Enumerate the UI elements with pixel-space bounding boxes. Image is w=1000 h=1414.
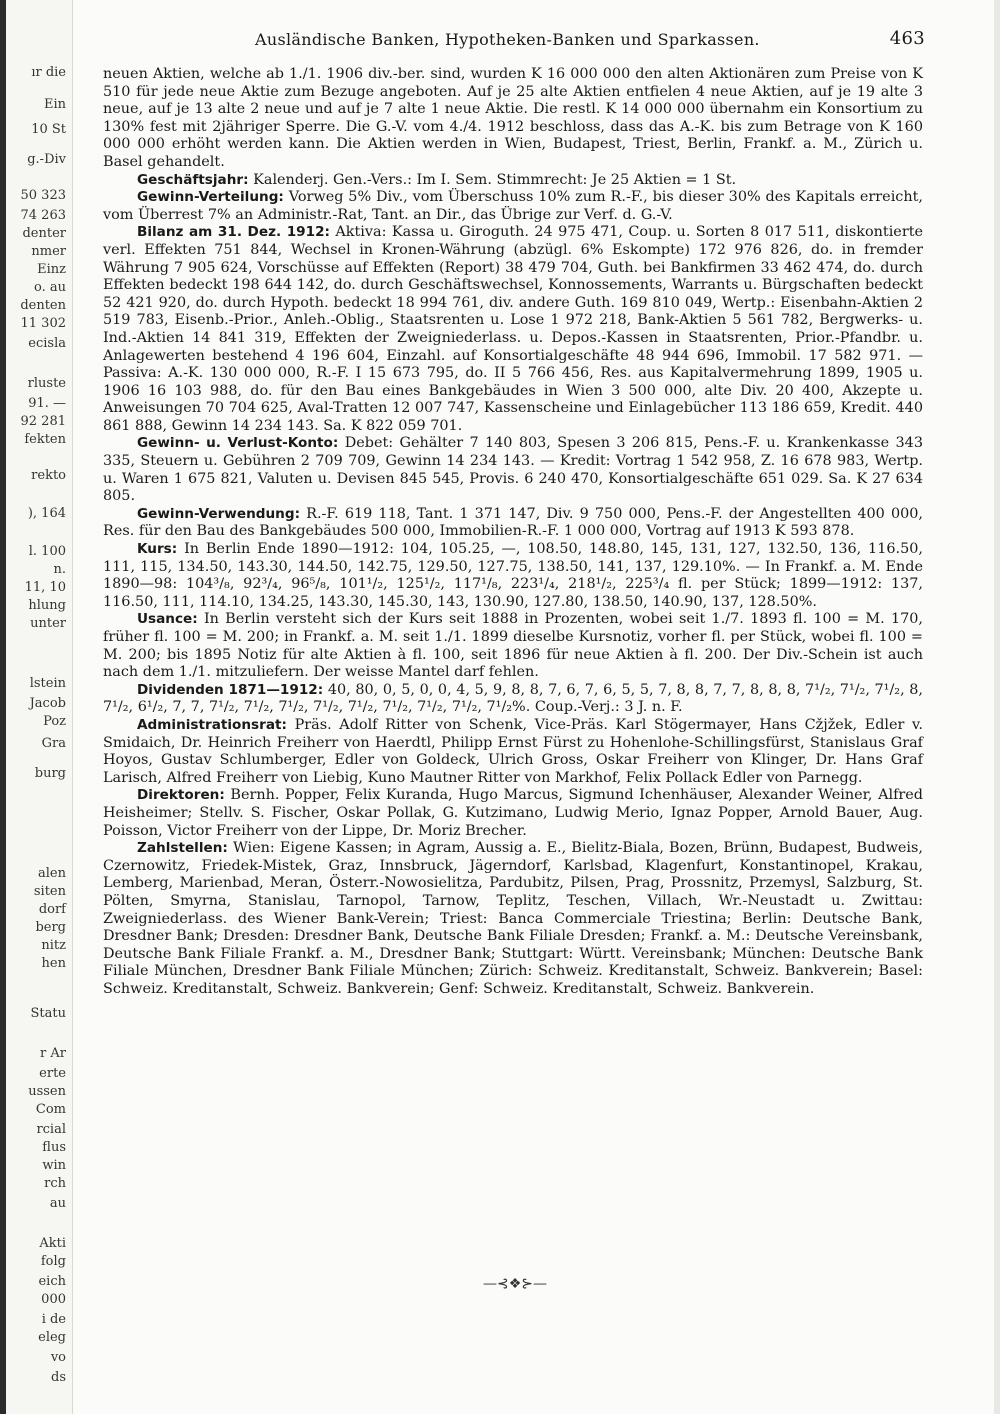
margin-fragment: alen [38,866,66,881]
paragraph-lead: Gewinn-Verteilung: [137,189,284,206]
margin-fragment: ır die [31,65,66,80]
margin-fragment: denter [22,226,66,241]
margin-fragment: 11 302 [20,316,66,331]
paragraph-text: Aktiva: Kassa u. Giroguth. 24 975 471, Coup. u. Sorten 8 017 511, diskontierte verl. Effekten 751 844, Wechsel in Kronen-Währung (abzügl. 6% Eskompte) 172 976 826, do. in fremder Währung 7 905 624, Vorschüsse auf Effekten (Report) 38 479 704, Guth. bei Bankfirmen 33 462 474, do. durch Effekten bedeckt 198 644 142, do. durch Geschäftswechsel, Konnossements, Warrants u. Bürgschaften bedeckt 52 421 920, do. durch Hypoth. bedeckt 18 994 761, div. andere Guth. 169 810 049, Wertp.: Eisenbahn-Aktien 2 519 783, Eisenb.-Prior., Anleh.-Oblig., Staatsrenten u. Lose 1 972 218, Bank-Aktien 5 561 782, Bergwerks- u. Ind.-Aktien 14 841 319, Effekten der Zweigniederlass. u. Depos.-Kassen in Staatsrenten, Prior.-Pfandbr. u. Anlagewerten bestehend 4 196 604, Einzahl. auf Konsortialgeschäfte 48 944 696, Immobil. 17 582 971. — Passiva: A.-K. 130 000 000, R.-F. I 15 673 795, do. II 5 766 456, Res. aus Kapitalvermehrung 1899, 1905 u. 1906 16 103 988, do. für den Bau eines Bankgebäudes in Wien 3 500 000, alte Div. 20 400, Akzepte u. Anweisungen 70 704 625, Aval-Tratten 12 007 747, Kassenscheine und Einlagebücher 113 186 659, Kredit. 440 861 888, Gewinn 14 234 143. Sa. K 822 059 701. [103,224,924,434]
paragraph-text: Debet: Gehälter 7 140 803, Spesen 3 206 815, Pens.-F. u. Krankenkasse 343 335, Steuern u. Gebühren 2 709 709, Gewinn 14 234 143. — Kredit: Vortrag 1 542 958, Z. 16 678 983, Wertp. u. Waren 1 675 821, Valuten u. Devisen 845 545, Provis. 6 240 470, Konsortialgeschäfte 651 029. Sa. K 27 634 805. [103,435,923,505]
margin-fragment: ussen [28,1084,66,1099]
paragraph-text: Vorweg 5% Div., vom Überschuss 10% zum R.-F., bis dieser 30% des Kapitals erreicht, vom Überrest 7% an Administr.-Rat, Tant. an Dir., das Übrige zur Verf. d. G.-V. [103,189,923,223]
margin-fragment: Poz [43,714,66,729]
margin-fragment: 11, 10 [24,580,66,595]
header-title: Ausländische Banken, Hypotheken-Banken und Sparkassen. [255,30,760,49]
paragraph-dividenden [103,682,923,717]
margin-fragment: rcial [36,1122,66,1137]
paragraph-gewinn-verwendung [103,506,923,541]
paragraph-intro [103,66,923,172]
margin-fragment: win [42,1158,66,1173]
margin-fragment: eich [38,1274,66,1289]
margin-fragment: lstein [29,676,66,691]
margin-fragment: 10 St [31,122,66,137]
paragraph-text: neuen Aktien, welche ab 1./1. 1906 div.-ber. sind, wurden K 16 000 000 den alten Aktionären zum Preise von K 510 für jede neue Aktie zum Bezuge angeboten. Auf je 25 alte Aktien entfielen 4 neue Aktien, auf je 19 alte 3 neue, auf je 13 alte 2 neue und auf je 7 alte 1 neue Aktie. Die restl. K 14 000 000 übernahm ein Konsortium zu 130% fest mit 2jähriger Sperre. Die G.-V. vom 4./4. 1912 beschloss, dass das A.-K. bis zum Betrage von K 160 000 000 erhöht werden kann. Die Aktien werden in Wien, Budapest, Triest, Berlin, Frankf. a. M., Zürich u. Basel gehandelt. [103,66,923,170]
page-number: 463 [889,28,925,49]
margin-fragment: nmer [31,244,66,259]
paragraph-text: Bernh. Popper, Felix Kuranda, Hugo Marcus, Sigmund Ichenhäuser, Alexander Weiner, Alfred Heisheimer; Stellv. S. Fischer, Oskar Pollak, G. Kutzimano, Ludwig Merio, Ignaz Popper, Arnold Bauer, Aug. Poisson, Victor Freiherr von der Lippe, Dr. Moriz Brecher. [103,787,924,839]
paragraph-usance [103,611,923,681]
margin-fragment: Com [35,1102,66,1117]
margin-fragment: r Ar [40,1046,66,1061]
margin-fragment: 74 263 [20,208,66,223]
binding-edge [0,0,6,1414]
margin-fragment: rluste [27,376,66,391]
paragraph-lead: Geschäftsjahr: [137,171,249,188]
paragraph-lead: Direktoren: [137,787,225,804]
paragraph-lead: Kurs: [137,541,178,558]
margin-fragment: berg [35,920,66,935]
margin-fragment: 50 323 [20,188,66,203]
paragraph-lead: Administrationsrat: [137,716,287,733]
margin-fragment: unter [30,616,66,631]
paragraph-zahlstellen [103,840,923,998]
paragraph-text: R.-F. 619 118, Tant. 1 371 147, Div. 9 750 000, Pens.-F. der Angestellten 400 000, Res. für den Bau des Bankgebäudes 500 000, Immobilien-R.-F. 1 000 000, Vortrag auf 1913 K 593 878. [103,505,923,540]
margin-fragment: 000 [41,1292,66,1307]
margin-fragment: rekto [31,468,66,483]
margin-fragment: Gra [41,736,66,751]
paragraph-lead: Gewinn- u. Verlust-Konto: [137,435,339,452]
margin-fragment: 91. — [28,396,66,411]
paragraph-gewinn-verlust-konto [103,435,923,505]
paragraph-administrationsrat [103,717,923,787]
paragraph-text: Kalenderj. Gen.-Vers.: Im I. Sem. Stimmrecht: Je 25 Aktien = 1 St. [253,171,737,188]
margin-fragment: ), 164 [27,506,66,521]
margin-fragment: denten [20,298,66,313]
paragraph-kurs [103,541,923,611]
margin-fragment: Akti [39,1236,66,1251]
paragraph-lead: Gewinn-Verwendung: [137,505,301,522]
margin-fragment: l. 100 [28,544,66,559]
margin-fragment: nitz [41,938,66,953]
margin-fragment: Ein [43,97,66,112]
margin-fragment: ds [51,1370,66,1385]
margin-fragment: o. au [34,280,66,295]
margin-fragment: burg [34,766,66,781]
margin-fragment: flus [42,1140,66,1155]
margin-fragment: hen [41,956,66,971]
margin-fragment: fekten [24,432,66,447]
margin-fragment: rch [44,1176,66,1191]
paragraph-geschaeftsjahr [103,172,923,190]
margin-fragment: hlung [28,598,66,613]
paragraph-lead: Zahlstellen: [137,840,228,857]
main-text [103,66,923,998]
page-edge-right [994,0,1000,1414]
margin-fragment: vo [50,1350,66,1365]
end-ornament: —⊰❖⊱— [482,1276,547,1292]
paragraph-lead: Dividenden 1871—1912: [137,681,324,698]
paragraph-lead: Usance: [137,611,198,628]
margin-fragment: eleg [38,1330,66,1345]
margin-fragment: Statu [30,1006,66,1021]
paragraph-text: Präs. Adolf Ritter von Schenk, Vice-Präs. Karl Stögermayer, Hans Cžjžek, Edler v. Smidaich, Dr. Heinrich Freiherr von Haerdtl, Philipp Ernst Fürst zu Hohenlohe-Schillingsfürst, Stanislaus Graf Hoyos, Gustav Schlumberger, Edler von Goldeck, Ulrich Gross, Oskar Freiherr von Klinger, Dr. Hans Graf Larisch, Alfred Freiherr von Liebig, Kuno Mautner Ritter von Markhof, Felix Pollack Edler von Parnegg. [103,716,924,786]
margin-fragment: siten [33,884,66,899]
margin-fragment: g.-Div [27,152,66,167]
paragraph-direktoren [103,787,923,840]
running-header [255,30,925,54]
paragraph-gewinn-verteilung [103,189,923,224]
paragraph-lead: Bilanz am 31. Dez. 1912: [137,224,330,241]
margin-fragment: ecisla [28,336,66,351]
margin-fragment: dorf [38,902,66,917]
paragraph-bilanz [103,224,923,435]
paragraph-text: 40, 80, 0, 5, 0, 0, 4, 5, 9, 8, 8, 7, 6, 7, 6, 5, 5, 7, 8, 8, 7, 7, 8, 8, 8, 7¹/₂, 7¹/₂, 7¹/₂, 8, 7¹/₂, 6¹/₂, 7, 7, 7¹/₂, 7¹/₂, 7¹/₂, 7¹/₂, 7¹/₂, 7¹/₂, 7¹/₂, 7¹/₂, 7¹/₂%. Coup.-Verj.: 3 J. n. F. [103,681,923,716]
adjacent-page-margin [0,0,73,1414]
margin-fragment: Einz [37,262,66,277]
paragraph-text: In Berlin versteht sich der Kurs seit 1888 in Prozenten, wobei seit 1./7. 1893 fl. 100 = M. 170, früher fl. 100 = M. 200; in Frankf. a. M. seit 1./1. 1899 dieselbe Kursnotiz, vorher fl. per Stück, wobei fl. 100 = M. 200; bis 1895 Notiz für alte Aktien à fl. 100, seit 1896 für neue Aktien à fl. 200. Der Div.-Schein ist auch nach dem 1./1. mitzuliefern. Der weisse Mantel darf fehlen. [103,611,923,681]
margin-fragment: i de [41,1312,66,1327]
margin-fragment: au [49,1196,66,1211]
margin-fragment: folg [40,1254,66,1269]
margin-fragment: erte [39,1066,66,1081]
paragraph-text: Wien: Eigene Kassen; in Agram, Aussig a. E., Bielitz-Biala, Bozen, Brünn, Budapest, Budweis, Czernowitz, Friedek-Mistek, Graz, Innsbruck, Jägerndorf, Karlsbad, Klagenfurt, Konstantinopel, Krakau, Lemberg, Marienbad, Meran, Österr.-Nowosielitza, Pardubitz, Pilsen, Prag, Prossnitz, Przemysl, Salzburg, St. Pölten, Smyrna, Stanislau, Tarnopol, Tarnow, Teplitz, Teschen, Villach, Wr.-Neustadt u. Zwittau: Zweigniederlass. des Wiener Bank-Verein; Triest: Banca Commerciale Triestina; Berlin: Deutsche Bank, Dresdner Bank; Dresden: Dresdner Bank, Deutsche Bank Filiale Dresden; Frankf. a. M.: Deutsche Vereinsbank, Deutsche Bank Filiale Frankf. a. M., Dresdner Bank; Stuttgart: Württ. Vereinsbank; München: Deutsche Bank Filiale München, Dresdner Bank Filiale München; Zürich: Schweiz. Kreditanstalt, Schweiz. Bankverein; Basel: Schweiz. Kreditanstalt, Schweiz. Bankverein; Genf: Schweiz. Kreditanstalt, Schweiz. Bankverein. [103,840,923,997]
paragraph-text: In Berlin Ende 1890—1912: 104, 105.25, —, 108.50, 148.80, 145, 131, 127, 132.50, 136, 116.50, 111, 115, 134.50, 143.30, 144.50, 142.75, 129.50, 127.75, 138.50, 141, 137, 129.10%. — In Frankf. a. M. Ende 1890—98: 104³/₈, 92³/₄, 96⁵/₈, 101¹/₂, 125¹/₂, 117¹/₈, 223¹/₄, 218¹/₂, 225³/₄ fl. per Stück; 1899—1912: 137, 116.50, 111, 114.10, 134.25, 143.30, 145.30, 143, 130.90, 127.80, 138.50, 140.90, 137, 128.50%. [103,541,923,610]
margin-fragment: n. [53,562,66,577]
margin-fragment: Jacob [29,696,66,711]
margin-fragment: 92 281 [20,414,66,429]
